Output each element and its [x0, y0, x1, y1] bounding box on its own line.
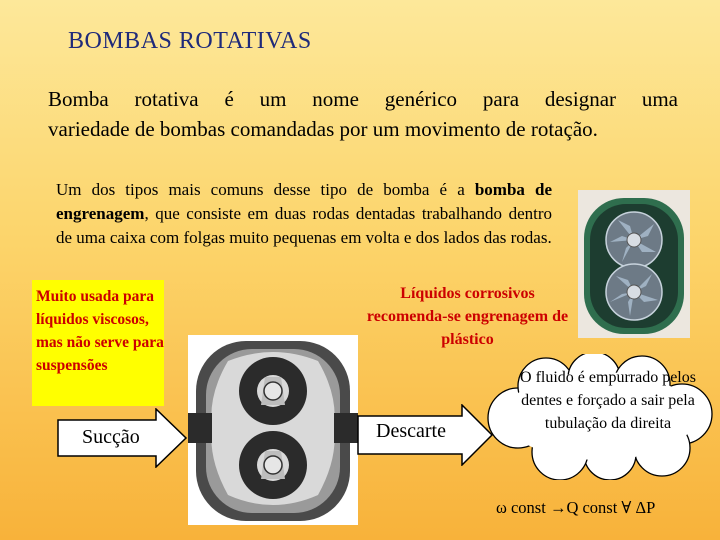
description-text-2: , que consiste em duas rodas dentadas trabalhando dentro de uma caixa com folgas muito pequenas em volta e dos lados das rodas. — [56, 204, 552, 247]
corrosive-liquids-note: Líquidos corrosivos recomenda-se engrenagem de plástico — [366, 285, 569, 348]
viscous-liquids-note: Muito usada para líquidos viscosos, mas não serve para suspensões — [36, 288, 164, 374]
gear-pump-photo — [578, 190, 690, 338]
suction-label: Sucção — [82, 426, 140, 448]
slide-title: BOMBAS ROTATIVAS — [68, 28, 312, 54]
discharge-label: Descarte — [376, 420, 446, 442]
gear-pump-description — [56, 178, 552, 250]
description-text-1: Um dos tipos mais comuns desse tipo de bomba é a — [56, 180, 475, 199]
intro-paragraph — [48, 84, 678, 144]
gear-pump-diagram — [188, 335, 358, 525]
cloud-text: O fluido é empurrado pelos dentes e forçado a sair pela tubulação da direita — [520, 369, 696, 432]
intro-line-1: Bomba rotativa é um nome genérico para designar uma — [48, 87, 678, 111]
flow-formula: ω const →Q const ∀ ΔP — [496, 498, 656, 517]
intro-line-2: variedade de bombas comandadas por um movimento de rotação. — [48, 117, 598, 141]
description-bold-term: bomba de engrenagem — [56, 180, 553, 223]
